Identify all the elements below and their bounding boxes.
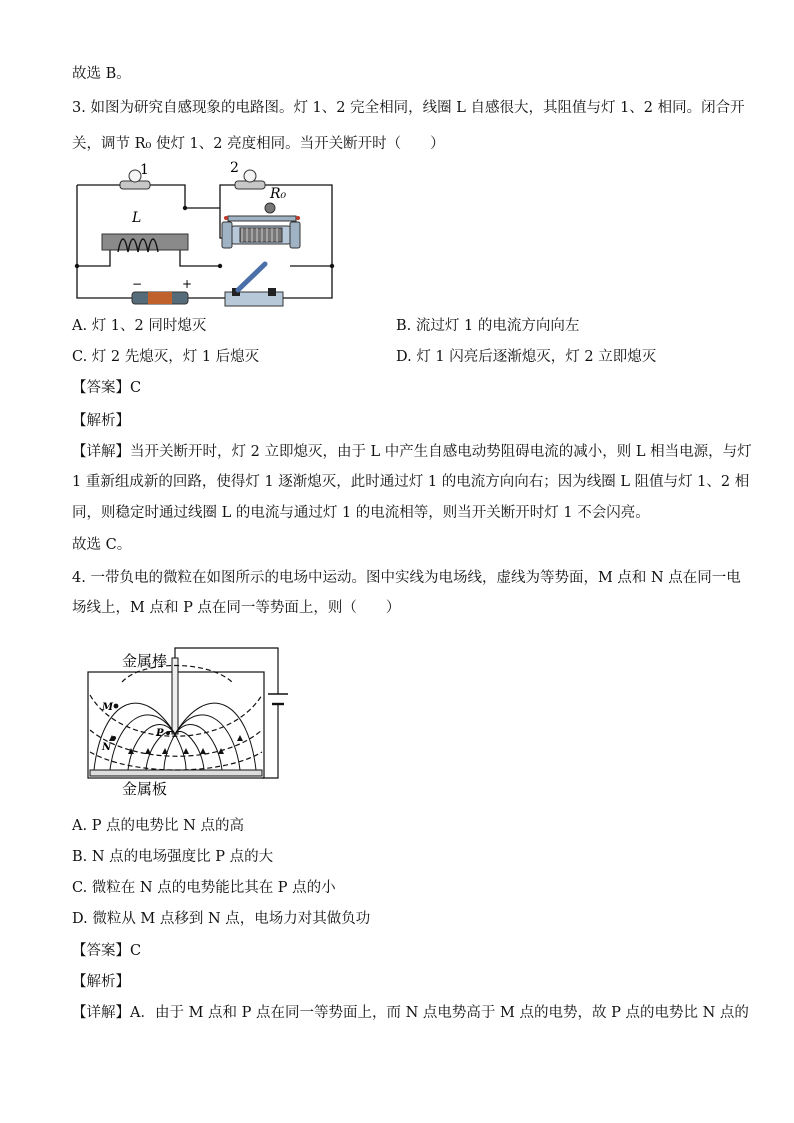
q4-option-C: C. 微粒在 N 点的电势能比其在 P 点的小 — [72, 880, 336, 896]
q3-stem-line2: 关，调节 R₀ 使灯 1、2 亮度相同。当开关断开时（ ） — [72, 136, 445, 152]
battery — [132, 277, 192, 304]
lamp-2 — [230, 160, 265, 189]
q3-option-C: C. 灯 2 先熄灭，灯 1 后熄灭 — [72, 349, 260, 365]
svg-text:+: + — [182, 277, 193, 291]
coil-L — [102, 210, 188, 252]
svg-text:P: P — [156, 728, 164, 739]
q3-answer: 【答案】C — [72, 380, 142, 396]
q4-option-D: D. 微粒从 M 点移到 N 点，电场力对其做负功 — [72, 911, 371, 927]
q4-analysis-heading: 【解析】 — [72, 974, 130, 990]
circuit-diagram — [70, 160, 340, 310]
q4-answer: 【答案】C — [72, 943, 142, 959]
svg-text:金属板: 金属板 — [122, 780, 168, 798]
q3-option-A: A. 灯 1、2 同时熄灭 — [72, 318, 207, 334]
q4-option-B: B. N 点的电场强度比 P 点的大 — [72, 849, 274, 865]
electric-field-diagram — [82, 640, 312, 800]
q3-detail-line1: 【详解】当开关断开时，灯 2 立即熄灭，由于 L 中产生自感电动势阻碍电流的减小，则 L 相当电源，与灯 — [72, 444, 752, 460]
q4-option-A: A. P 点的电势比 N 点的高 — [72, 818, 244, 834]
q4-stem-line2: 场线上，M 点和 P 点在同一等势面上，则（ ） — [72, 600, 401, 616]
q4-stem-line1: 4. 一带负电的微粒在如图所示的电场中运动。图中实线为电场线，虚线为等势面，M 点和 N 点在同一电 — [72, 570, 741, 586]
svg-text:1: 1 — [140, 162, 149, 178]
svg-text:L: L — [132, 210, 142, 226]
q3-stem-line1: 3. 如图为研究自感现象的电路图。灯 1、2 完全相同，线圈 L 自感很大，其阻值与灯 1、2 相同。闭合开 — [72, 100, 745, 116]
q3-option-D: D. 灯 1 闪亮后逐渐熄灭，灯 2 立即熄灭 — [396, 349, 657, 365]
svg-text:R₀: R₀ — [270, 186, 287, 202]
rheostat-R0 — [222, 186, 300, 248]
q3-option-B: B. 流过灯 1 的电流方向向左 — [396, 318, 580, 334]
knife-switch[interactable] — [225, 264, 283, 306]
svg-text:N: N — [102, 742, 112, 753]
q3-detail-line2: 1 重新组成新的回路，使得灯 1 逐渐熄灭，此时通过灯 1 的电流方向向右；因为线圈 L 阻值与灯 1、2 相 — [72, 474, 750, 490]
svg-text:−: − — [132, 277, 143, 291]
q3-conclusion: 故选 C。 — [72, 537, 132, 553]
svg-text:M: M — [102, 702, 114, 713]
q3-detail-line3: 同，则稳定时通过线圈 L 的电流与通过灯 1 的电流相等，则当开关断开时灯 1 不会闪亮。 — [72, 505, 650, 521]
svg-text:2: 2 — [230, 160, 239, 176]
lamp-1 — [120, 162, 150, 189]
q3-analysis-heading: 【解析】 — [72, 413, 130, 429]
svg-text:金属棒: 金属棒 — [122, 652, 168, 670]
q4-detail-line1: 【详解】A．由于 M 点和 P 点在同一等势面上，而 N 点电势高于 M 点的电势，故 P 点的电势比 N 点的 — [72, 1005, 749, 1021]
conclusion-line: 故选 B。 — [72, 66, 131, 82]
